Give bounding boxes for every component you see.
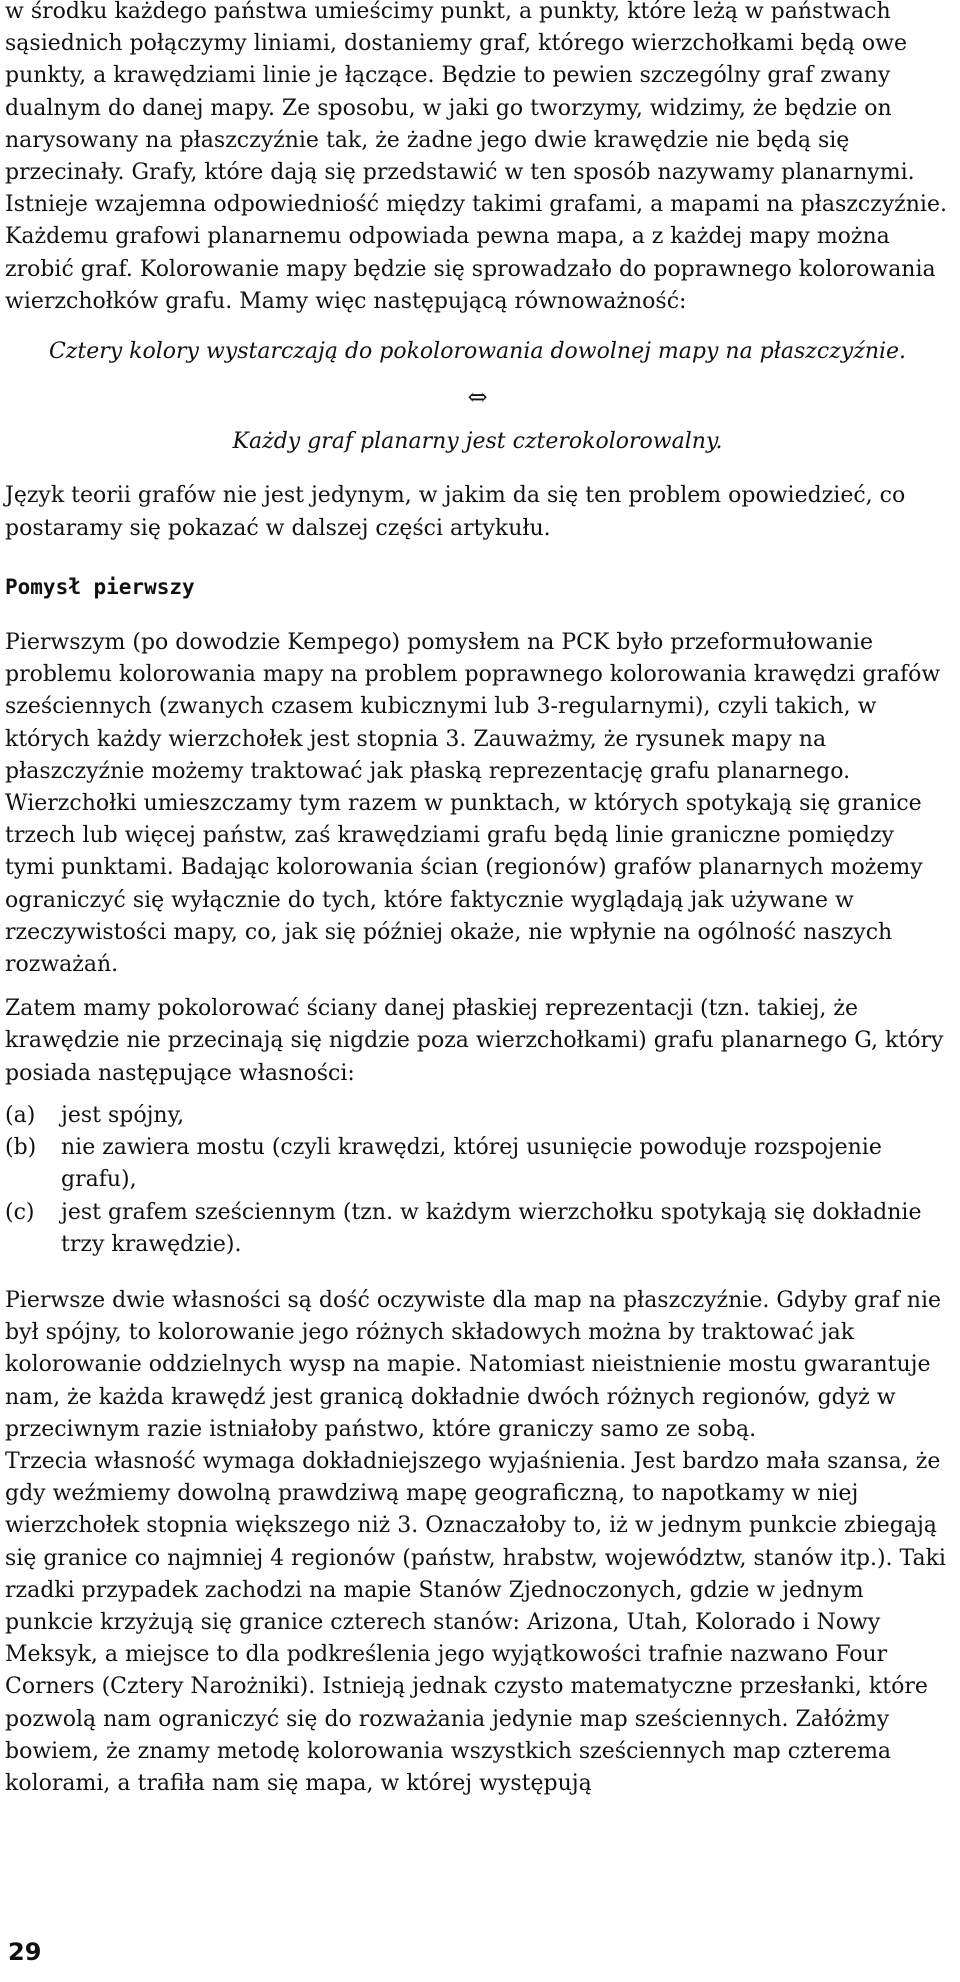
list-item xyxy=(5,1132,950,1196)
paragraph-third: Trzecia własność wymaga dokładniejszego wyjaśnienia. Jest bardzo mała szansa, że gdy weźmiemy dowolną prawdziwą mapę geograficzną, to napotkamy w niej wierzchołek stopnia większego niż 3. Oznaczałoby to, iż w jednym punkcie zbiegają się granice co najmniej 4 regionów (państw, hrabstw, województw, stanów itp.). Taki rzadki przypadek zachodzi na mapie Stanów Zjednoczonych, gdzie w jednym punkcie krzyżują się granice czterech stanów: Arizona, Utah, Kolorado i Nowy Meksyk, a miejsce to dla podkreślenia jego wyjątkowości trafnie nazwano Four Corners (Cztery Narożniki). Istnieją jednak czysto matematyczne przesłanki, które pozwolą nam ograniczyć się do rozważania jedynie map sześciennych. Załóżmy bowiem, że znamy metodę kolorowania wszystkich sześciennych map czterema kolorami, a trafiła nam się mapa, w której występują xyxy=(5,1448,946,1796)
list-item-label: (c) xyxy=(5,1199,35,1225)
list-item-label: (b) xyxy=(5,1135,37,1161)
paragraph-intro: w środku każdego państwa umieścimy punkt, a punkty, które leżą w państwach sąsiednich połączymy liniami, dostaniemy graf, którego wierzchołkami będą owe punkty, a krawędziami linie je łączące. Będzie to pewien szczególny graf zwany dualnym do danej mapy. Ze sposobu, w jaki go tworzymy, widzimy, że będzie on narysowany na płaszczyźnie tak, że żadne jego dwie krawędzie nie będą się przecinały. Grafy, które dają się przedstawić w ten sposób nazywamy planarnymi. Istnieje wzajemna odpowiedniość między takimi grafami, a mapami na płaszczyźnie. Każdemu grafowi planarnemu odpowiada pewna mapa, a z każdej mapy można zrobić graf. Kolorowanie mapy będzie się sprowadzało do poprawnego kolorowania wierzchołków grafu. Mamy więc następującą równoważność: xyxy=(5,0,947,314)
paragraph-obvious: Pierwsze dwie własności są dość oczywiste dla map na płaszczyźnie. Gdyby graf nie był spójny, to kolorowanie jego różnych składowych można by traktować jak kolorowanie oddzielnych wysp na mapie. Natomiast nieistnienie mostu gwarantuje nam, że każda krawędź jest granicą dokładnie dwóch różnych regionów, gdyż w przeciwnym razie istniałoby państwo, które graniczy samo ze sobą. xyxy=(5,1287,941,1442)
section-heading: Pomysł pierwszy xyxy=(5,574,195,599)
equivalence-statement-2: Każdy graf planarny jest czterokolorowalny. xyxy=(232,429,723,455)
equivalence-symbol: ⇔ xyxy=(467,383,488,412)
list-item-text: jest spójny, xyxy=(61,1102,185,1128)
equivalence-block xyxy=(5,336,950,458)
article-text xyxy=(5,0,950,1800)
page-number: 29 xyxy=(8,1938,42,1966)
paragraph-properties-intro: Zatem mamy pokolorować ściany danej płaskiej reprezentacji (tzn. takiej, że krawędzie nie przecinają się nigdzie poza wierzchołkami) grafu planarnego G, który posiada następujące własności: xyxy=(5,996,944,1086)
list-item-text: jest grafem sześciennym (tzn. w każdym wierzchołku spotykają się dokładnie trzy krawędzie). xyxy=(61,1199,922,1257)
properties-list xyxy=(5,1100,950,1261)
equivalence-statement-1: Cztery kolory wystarczają do pokolorowania dowolnej mapy na płaszczyźnie. xyxy=(48,339,907,365)
list-item-text: nie zawiera mostu (czyli krawędzi, której usunięcie powoduje rozspojenie grafu), xyxy=(61,1135,882,1193)
list-item xyxy=(5,1100,950,1132)
paragraph-language: Język teorii grafów nie jest jedynym, w jakim da się ten problem opowiedzieć, co postaramy się pokazać w dalszej części artykułu. xyxy=(5,483,906,541)
list-item-label: (a) xyxy=(5,1102,36,1128)
paragraph-first-idea: Pierwszym (po dowodzie Kempego) pomysłem na PCK było przeformułowanie problemu kolorowania mapy na problem poprawnego kolorowania krawędzi grafów sześciennych (zwanych czasem kubicznymi lub 3-regularnymi), czyli takich, w których każdy wierzchołek jest stopnia 3. Zauważmy, że rysunek mapy na płaszczyźnie możemy traktować jak płaską reprezentację grafu planarnego. Wierzchołki umieszczamy tym razem w punktach, w których spotykają się granice trzech lub więcej państw, zaś krawędziami grafu będą linie graniczne pomiędzy tymi punktami. Badając kolorowania ścian (regionów) grafów planarnych możemy ograniczyć się wyłącznie do tych, które faktycznie wyglądają jak używane w rzeczywistości mapy, co, jak się później okaże, nie wpłynie na ogólność naszych rozważań. xyxy=(5,630,941,978)
list-item xyxy=(5,1197,950,1261)
